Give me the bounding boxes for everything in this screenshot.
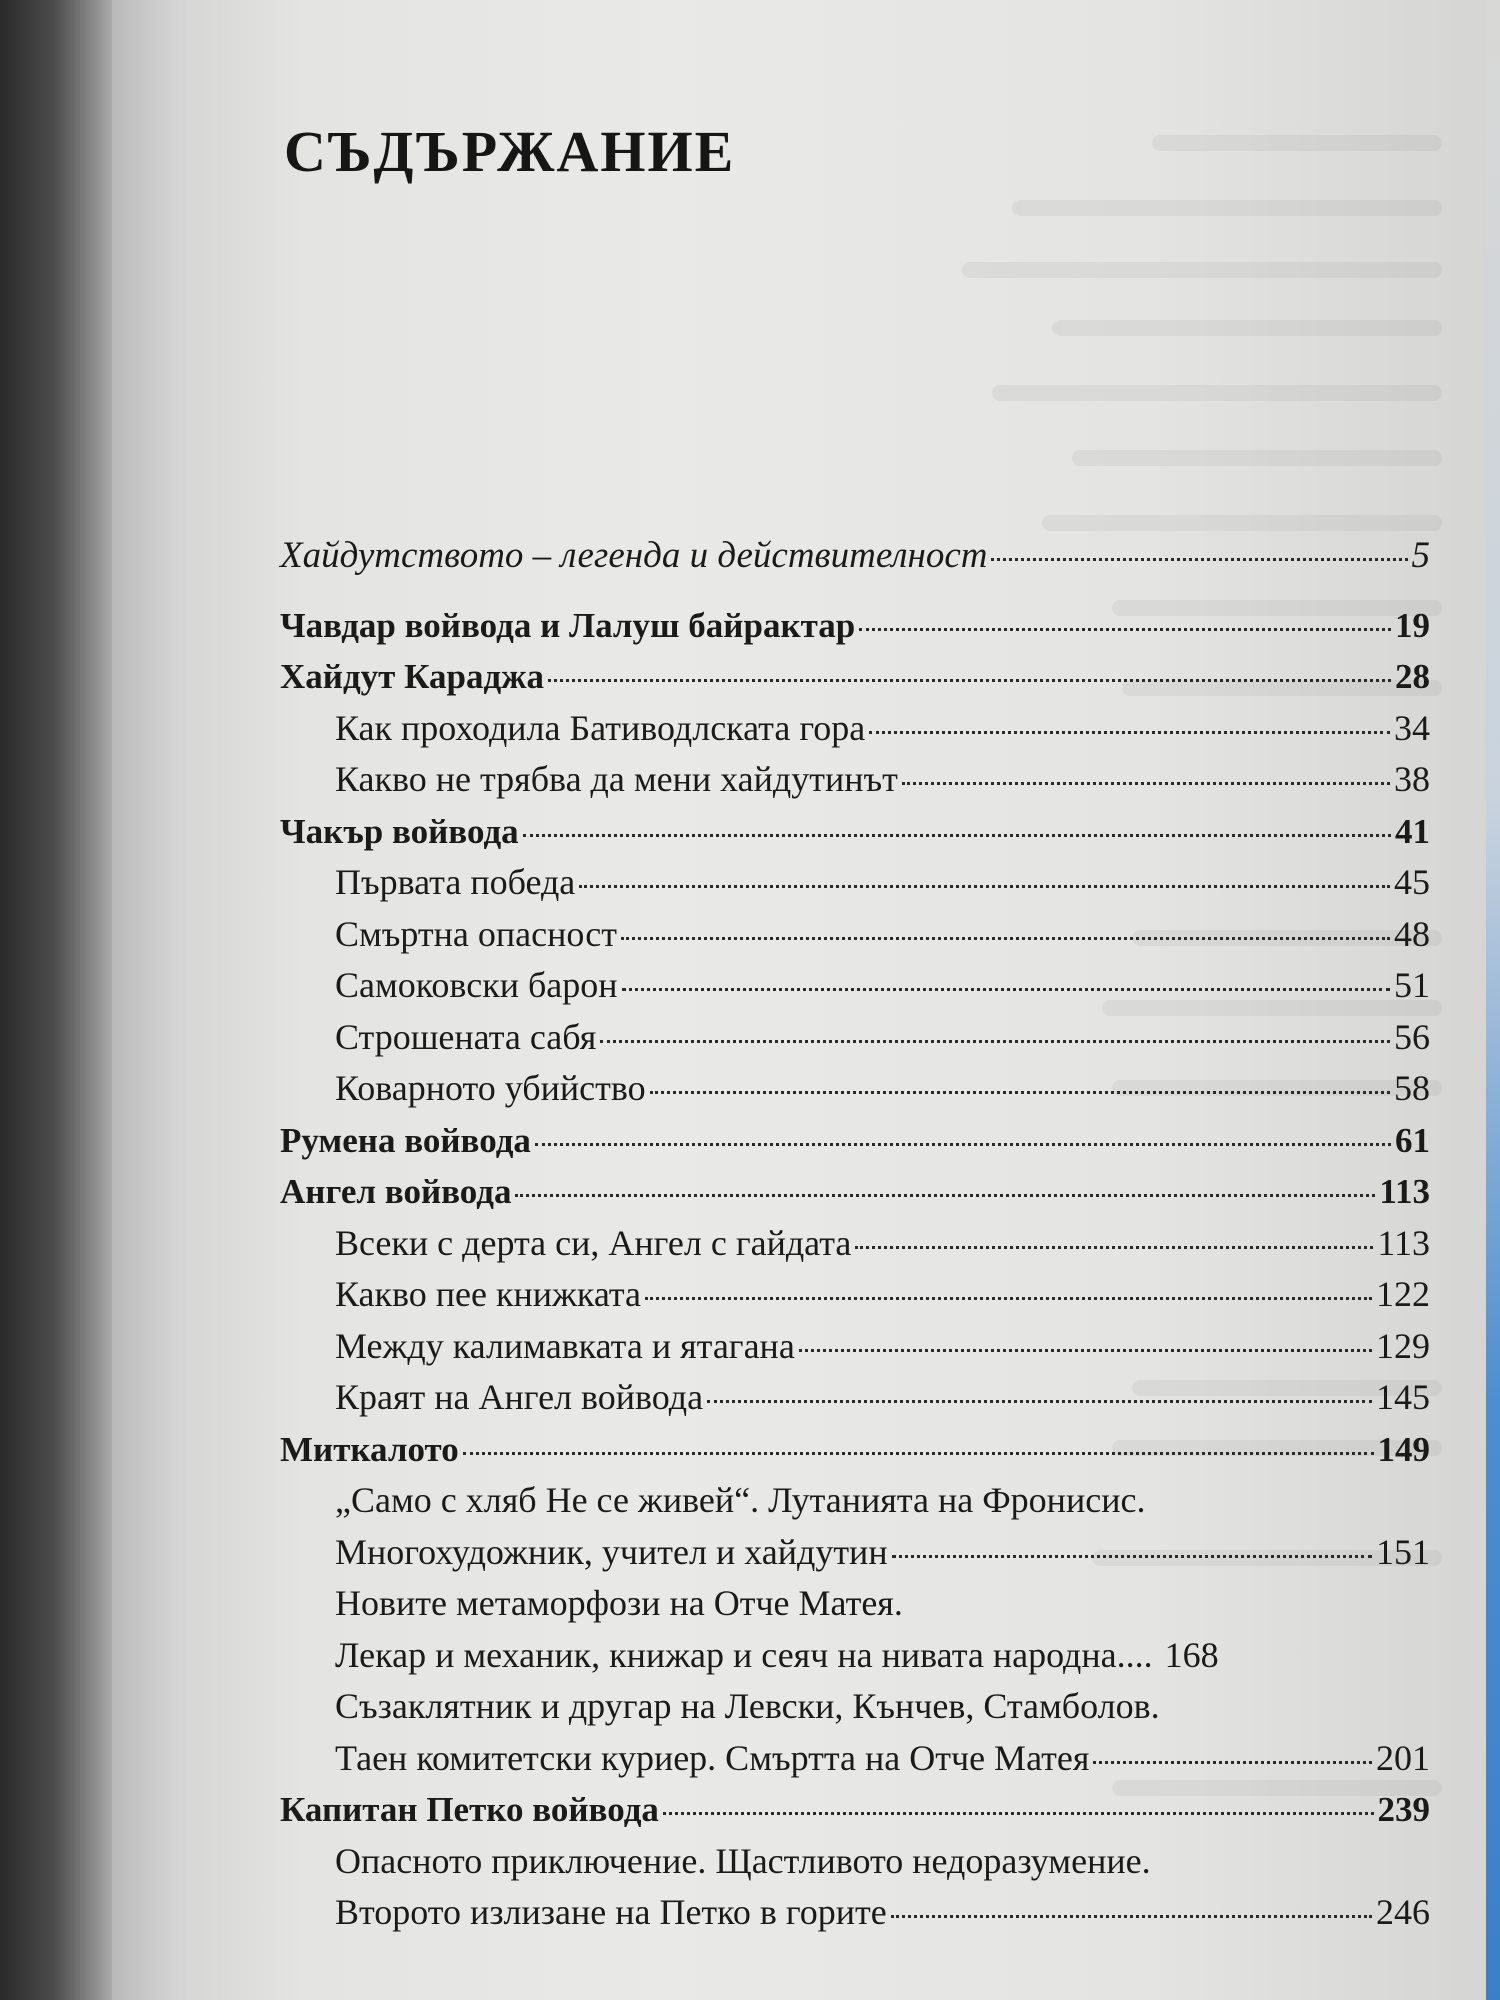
toc-entry: [280, 1630, 1430, 1682]
dot-leader: [869, 731, 1390, 734]
toc-entry-page-number: 151: [1376, 1531, 1430, 1572]
dot-leader: [891, 1915, 1372, 1918]
toc-entry-title: Чакър войвода: [280, 811, 519, 851]
toc-entry: [280, 857, 1430, 909]
toc-entry: [280, 960, 1430, 1012]
toc-entry: [280, 1681, 1430, 1733]
toc-entry: [280, 1115, 1430, 1167]
toc-entry-title: Хайдут Караджа: [280, 657, 545, 696]
toc-entry-title: Как проходила Бативодлската гора: [335, 707, 866, 748]
toc-entry: [280, 1784, 1430, 1836]
toc-entry: [280, 1269, 1430, 1321]
toc-entry-page-number: 122: [1376, 1274, 1430, 1314]
toc-entry-page-number: 168: [1164, 1634, 1219, 1675]
toc-entry-title: Многохудожник, учител и хайдутин: [335, 1531, 888, 1572]
toc-entry-title: Новите метаморфози на Отче Матея.: [335, 1583, 903, 1623]
toc-entry-title: Таен комитетски куриер. Смъртта на Отче Матея: [335, 1737, 1090, 1778]
toc-entry-title: Всеки с дерта си, Ангел с гайдата: [335, 1222, 852, 1263]
toc-entry-page-number: 113: [1377, 1222, 1430, 1263]
dot-leader: [622, 988, 1390, 991]
toc-entry-page-number: 28: [1395, 657, 1430, 696]
toc-entry-title: Коварното убийство: [335, 1068, 646, 1108]
toc-entry-title: Краят на Ангел войвода: [335, 1377, 704, 1417]
dot-leader: [621, 937, 1390, 940]
toc-entry-page-number: 48: [1394, 913, 1430, 954]
toc-entry: [280, 1475, 1430, 1527]
toc-entry-page-number: 239: [1377, 1790, 1430, 1829]
toc-entry-title: Ангел войвода: [280, 1172, 512, 1211]
dot-leader: [515, 1194, 1375, 1197]
toc-entry-title: Самоковски барон: [335, 965, 618, 1005]
toc-entry: [280, 806, 1430, 858]
toc-entry-title: Лекар и механик, книжар и сеяч на нивата народна....: [335, 1634, 1153, 1675]
toc-entry: [280, 651, 1430, 703]
dot-leader: [991, 558, 1407, 561]
dot-leader: [799, 1349, 1372, 1352]
table-of-contents: [280, 530, 1430, 1939]
toc-entry-page-number: 58: [1394, 1068, 1430, 1108]
dot-leader: [855, 1246, 1373, 1249]
toc-entry-page-number: 41: [1395, 811, 1430, 851]
toc-entry-page-number: 113: [1379, 1172, 1430, 1211]
dot-leader: [902, 782, 1390, 785]
book-page: [112, 0, 1490, 2000]
toc-entry: [280, 1166, 1430, 1218]
toc-entry: [280, 600, 1430, 652]
dot-leader: [650, 1091, 1390, 1094]
toc-entry-page-number: 145: [1376, 1377, 1430, 1417]
toc-entry-page-number: 34: [1394, 707, 1430, 748]
toc-entry: [280, 1063, 1430, 1115]
page-title: СЪДЪРЖАНИЕ: [284, 119, 736, 184]
toc-entry-page-number: 56: [1394, 1016, 1430, 1057]
toc-entry-title: Миткалото: [280, 1429, 459, 1469]
toc-entry: [280, 1012, 1430, 1064]
toc-entry: [280, 530, 1430, 582]
toc-entry-page-number: 51: [1394, 965, 1430, 1005]
dot-leader: [859, 628, 1391, 631]
toc-entry-page-number: 19: [1395, 605, 1430, 645]
toc-entry: [280, 754, 1430, 806]
toc-entry: [280, 703, 1430, 755]
toc-entry-title: Капитан Петко войвода: [280, 1790, 659, 1829]
toc-entry-page-number: 61: [1395, 1120, 1430, 1160]
toc-entry-page-number: 201: [1376, 1737, 1430, 1778]
dot-leader: [892, 1555, 1372, 1558]
dot-leader: [548, 679, 1391, 682]
toc-entry: [280, 1887, 1430, 1939]
dot-leader: [645, 1297, 1372, 1300]
toc-entry-page-number: 5: [1411, 535, 1430, 576]
dot-leader: [579, 885, 1390, 888]
toc-entry: [280, 909, 1430, 961]
toc-entry: [280, 1836, 1430, 1888]
toc-entry: [280, 1424, 1430, 1476]
toc-entry-title: Смъртна опасност: [335, 913, 618, 954]
dot-leader: [535, 1143, 1391, 1146]
dot-leader: [523, 834, 1391, 837]
toc-entry-title: Какво пее книжката: [335, 1274, 642, 1314]
dot-leader: [1093, 1761, 1372, 1764]
toc-entry-title: Съзаклятник и другар на Левски, Кънчев, Стамболов.: [335, 1686, 1160, 1726]
toc-entry: [280, 1321, 1430, 1373]
toc-entry-title: Чавдар войвода и Лалуш байрактар: [280, 605, 856, 645]
toc-entry: [280, 1578, 1430, 1630]
book-gutter: [0, 0, 118, 2000]
toc-entry-title: Между калимавката и ятагана: [335, 1325, 795, 1366]
toc-entry-title: Строшената сабя: [335, 1016, 597, 1057]
toc-entry-title: Какво не трябва да мени хайдутинът: [335, 759, 898, 799]
toc-entry-title: Хайдутството – легенда и действителност: [280, 535, 988, 576]
dot-leader: [663, 1812, 1374, 1815]
toc-entry-title: Второто излизане на Петко в горите: [335, 1892, 887, 1932]
dot-leader: [707, 1400, 1372, 1403]
dot-leader: [600, 1040, 1390, 1043]
dot-leader: [463, 1452, 1374, 1455]
toc-entry-page-number: 149: [1377, 1429, 1430, 1469]
toc-entry: [280, 1733, 1430, 1785]
toc-entry-title: Първата победа: [335, 862, 576, 902]
toc-entry-page-number: 45: [1394, 862, 1430, 902]
toc-entry-page-number: 129: [1376, 1325, 1430, 1366]
toc-entry: [280, 1218, 1430, 1270]
toc-entry-title: Опасното приключение. Щастливото недоразумение.: [335, 1840, 1151, 1881]
toc-entry: [280, 1527, 1430, 1579]
toc-entry-title: „Само с хляб Не се живей“. Лутанията на Фронисис.: [335, 1480, 1146, 1520]
toc-entry: [280, 1372, 1430, 1424]
toc-entry-page-number: 38: [1394, 759, 1430, 799]
page-edge-background: [1486, 0, 1500, 2000]
toc-entry-title: Румена войвода: [280, 1120, 531, 1160]
toc-entry-page-number: 246: [1376, 1892, 1430, 1932]
